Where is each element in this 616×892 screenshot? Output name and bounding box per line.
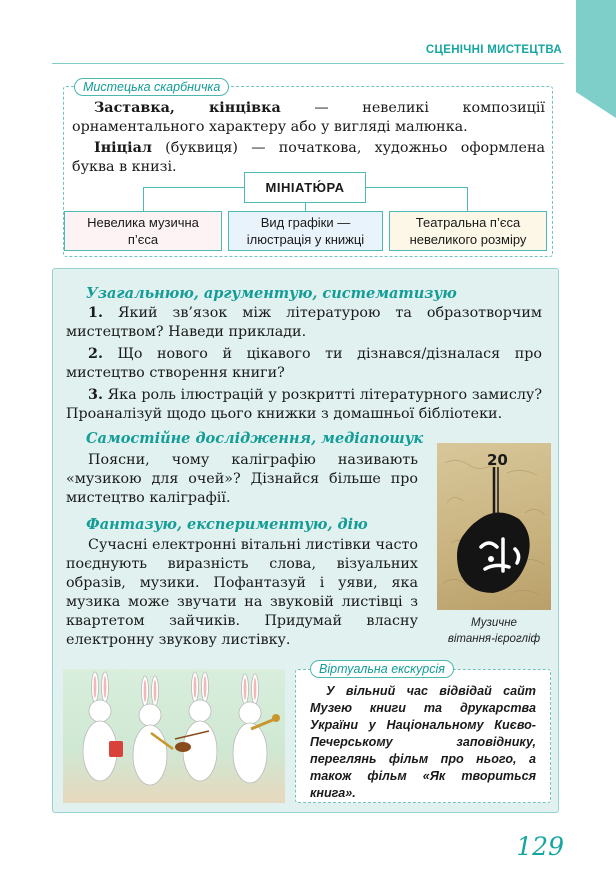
connector-left: [143, 187, 144, 211]
question-1-text: Який зв’язок між літературою та образотворчим мистецтвом? Наведи приклади.: [66, 305, 542, 340]
research-text: Поясни, чому каліграфію називають «музикою для очей»? Дізнайся більше про мистецтво каліграфії.: [66, 452, 418, 506]
hieroglyph-number: 20: [487, 451, 508, 469]
definition-initial-text: (буквиця) — початкова, художньо оформлена буква в книзі.: [72, 140, 545, 175]
connector-right: [467, 187, 468, 211]
calligraphy-image: [437, 443, 551, 610]
calligraphy-violin-icon: [437, 443, 551, 610]
running-head: СЦЕНІЧНІ МИСТЕЦТВА: [425, 44, 562, 56]
header-rule: [52, 63, 564, 64]
caption-line2: вітання-ієрогліф: [447, 633, 541, 645]
leaf-theatre-line2: невеликого розміру: [409, 232, 527, 247]
leaf-music-line2: п’єса: [127, 232, 159, 247]
heading-generalize: Узагальнюю, аргументую, систематизую: [86, 285, 457, 302]
diagram-leaf-music: [64, 211, 222, 251]
term-initial: Ініціал: [94, 140, 152, 156]
virtual-excursion-text: У вільний час відвідай сайт Музею книги та друкарства України у Національному Києво-Печерському заповіднику, переглянь фільм про нього, а також фільм «Як твориться книга».: [310, 684, 536, 800]
leaf-theatre-line1: Театральна п’єса: [415, 215, 521, 230]
definition-screensaver: [72, 99, 545, 137]
caption-line1: Музичне: [471, 617, 517, 629]
virtual-excursion-box: [295, 662, 551, 803]
question-3-text: Яка роль ілюстрацій у розкритті літературного замислу? Проаналізуй щодо цього книжки з домашньої бібліотеки.: [66, 387, 542, 422]
term-screensaver: Заставка, кінцівка: [94, 100, 281, 116]
virtual-excursion-tag: Віртуальна екскурсія: [310, 660, 454, 678]
leaf-graphics-line2: ілюстрація у книжці: [246, 232, 365, 247]
corner-tab: [576, 0, 616, 118]
bunny-quartet-icon: [63, 669, 285, 803]
question-2-number: 2.: [88, 346, 103, 362]
calligraphy-caption: [427, 615, 561, 647]
heading-research: Самостійне дослідження, медіапошук: [86, 430, 424, 447]
diagram-leaf-theatre: [389, 211, 547, 251]
treasury-tag: Мистецька скарбничка: [74, 78, 229, 96]
bunny-quartet-image: [63, 669, 285, 803]
question-1: [66, 304, 542, 342]
question-1-number: 1.: [88, 305, 103, 321]
question-3-number: 3.: [88, 387, 103, 403]
question-3: [66, 386, 542, 424]
page-number: 129: [516, 832, 564, 861]
diagram-root: МІНІАТЮ́РА: [244, 172, 366, 203]
connector-center: [305, 203, 306, 211]
diagram-leaf-graphics: [228, 211, 383, 251]
definition-screensaver-text: — невеликі композиції орнаментального характеру або у вигляді малюнка.: [72, 100, 546, 135]
question-2-text: Що нового й цікавого ти дізнався/дізналася про мистецтво створення книги?: [66, 346, 542, 381]
leaf-graphics-line1: Вид графіки —: [260, 215, 351, 230]
heading-fantasy: Фантазую, експериментую, дію: [86, 516, 368, 533]
question-2: [66, 345, 542, 383]
fantasy-text: Сучасні електронні вітальні листівки часто поєднують виразність слова, візуальних образів, музики. Пофантазуй і уяви, яка музика може звучати на звуковій листівці з квартетом зайчиків. Придумай власну електронну звукову листівку.: [66, 537, 418, 648]
leaf-music-line1: Невелика музична: [87, 215, 199, 230]
